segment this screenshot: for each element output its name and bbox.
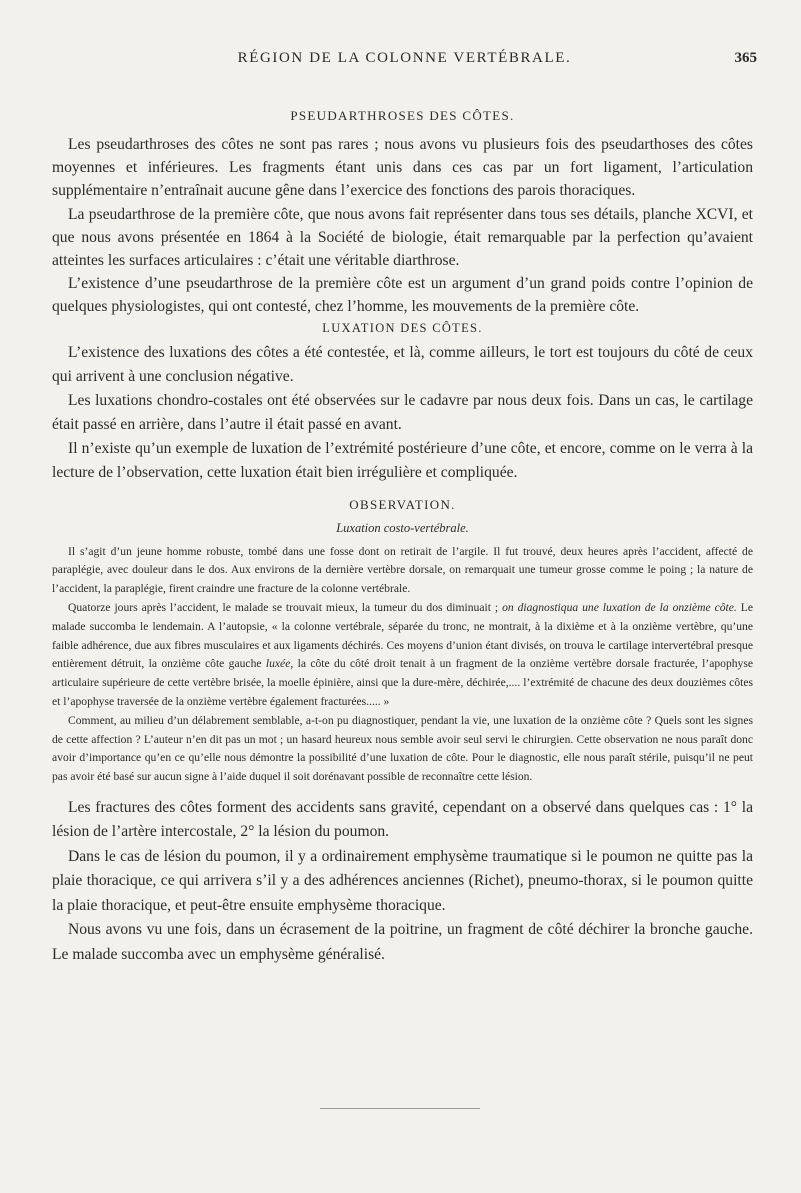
- observation-paragraph: Il s’agit d’un jeune homme robuste, tombé dans une fosse dont on retirait de l’argile. Il fut trouvé, deux heures après l’accident, affecté de paraplégie, avec douleur dans le dos. Aux environs de la dernière vertèbre dorsale, on remarquait une tumeur grosse comme le poing ; la nature de l’accident, la paraplégie, firent craindre une fracture de la colonne vertébrale.: [52, 544, 753, 596]
- paragraph: Les luxations chondro-costales ont été observées sur le cadavre par nous deux fois. Dans un cas, le cartilage était passé en arrière, dans l’autre il était passé en avant.: [52, 391, 753, 433]
- running-title: RÉGION DE LA COLONNE VERTÉBRALE.: [237, 50, 572, 66]
- italic-run: on diagnostiqua une luxation de la onzième côte.: [502, 601, 737, 615]
- text-run: Le malade succomba le lendemain. A l’autopsie, « la colonne vertébrale, séparée du tronc, ne montrait, à la dixième et à la onzième vertèbre, qu’une faible adhérence, due aux fibres musculaires et aux ligaments déchirés. Ces moyens d’union étant divisés, on trouva le cartilage intervertébral presque entièrement détruit, la onzième côte gauche: [52, 601, 753, 671]
- section-heading-pseudarthroses: PSEUDARTHROSES DES CÔTES.: [290, 108, 515, 123]
- running-head: [52, 50, 757, 72]
- paragraph: L’existence d’une pseudarthrose de la première côte est un argument d’un grand poids contre l’opinion de quelques physiologistes, qui ont contesté, chez l’homme, les mouvements de la première côte.: [52, 275, 753, 316]
- text-run: Quatorze jours après l’accident, le malade se trouvait mieux, la tumeur du dos diminuait ;: [68, 601, 503, 615]
- closing-section: [52, 796, 753, 968]
- observation-paragraph: [52, 599, 753, 712]
- observation-subtitle: Luxation costo-vertébrale.: [336, 520, 469, 535]
- page-content: [52, 108, 753, 967]
- paragraph: L’existence des luxations des côtes a été contestée, et là, comme ailleurs, le tort est toujours du côté de ceux qui arrivent à une conclusion négative.: [52, 343, 753, 385]
- paragraph: Les fractures des côtes forment des accidents sans gravité, cependant on a observé dans quelques cas : 1° la lésion de l’artère intercostale, 2° la lésion du poumon.: [52, 798, 753, 841]
- section-luxation: [52, 321, 753, 485]
- paragraph: Nous avons vu une fois, dans un écrasement de la poitrine, un fragment de côté déchirer la bronche gauche. Le malade succomba avec un emphysème généralisé.: [52, 921, 753, 963]
- paragraph: Dans le cas de lésion du poumon, il y a ordinairement emphysème traumatique si le poumon ne quitte pas la plaie thoracique, ce qui arrivera s’il y a des adhérences anciennes (Richet), pneumo-thorax, si le poumon quitte la plaie thoracique, et peut-être ensuite emphysème thoracique.: [52, 847, 753, 914]
- paragraph: Il n’existe qu’un exemple de luxation de l’extrémité postérieure d’une côte, et encore, comme on le verra à la lecture de l’observation, cette luxation était bien irrégulière et compliquée.: [52, 439, 753, 481]
- observation-paragraph: Comment, au milieu d’un délabrement semblable, a-t-on pu diagnostiquer, pendant la vie, une luxation de la onzième côte ? Quels sont les signes de cette affection ? L’auteur n’en dit pas un mot ; un hasard heureux nous semble avoir seul servi le chirurgien. Cette observation ne nous paraît donc avoir d’importance qu’en ce qu’elle nous démontre la possibilité d’une luxation de côte. Pour le diagnostic, elle nous paraît stérile, puisqu’il ne peut pas avoir été basé sur aucun signe à l’aide duquel il soit dorénavant possible de reconnaître cette lésion.: [52, 713, 753, 784]
- section-heading-luxation: LUXATION DES CÔTES.: [322, 320, 483, 335]
- page-number: 365: [734, 50, 757, 66]
- footer-rule: [320, 1108, 480, 1109]
- italic-run: luxée: [265, 657, 291, 671]
- paragraph: Les pseudarthroses des côtes ne sont pas rares ; nous avons vu plusieurs fois des pseudarthoses des côtes moyennes et inférieures. Les fragments étant unis dans ces cas par un fort ligament, l’articulation supplémentaire n’entraînait aucune gêne dans l’exercice des fonctions des parois thoraciques.: [52, 136, 753, 200]
- text-run: , la côte du côté droit tenait à un fragment de la onzième vertèbre dorsale fracturée, l’apophyse articulaire supérieure de cette vertèbre brisée, la moelle épinière, ainsi que la dure-mère, déchirée,.... l’extrémité de chacune des deux douzièmes côtes et l’apophyse traversée de la onzième vertèbre également fracturées..... »: [52, 657, 753, 708]
- paragraph: La pseudarthrose de la première côte, que nous avons fait représenter dans tous ses détails, planche XCVI, et que nous avons présentée en 1864 à la Société de biologie, était remarquable par la perfection qu’avaient atteintes les surfaces articulaires : c’était une véritable diarthrose.: [52, 205, 753, 270]
- observation-heading: OBSERVATION.: [349, 496, 456, 512]
